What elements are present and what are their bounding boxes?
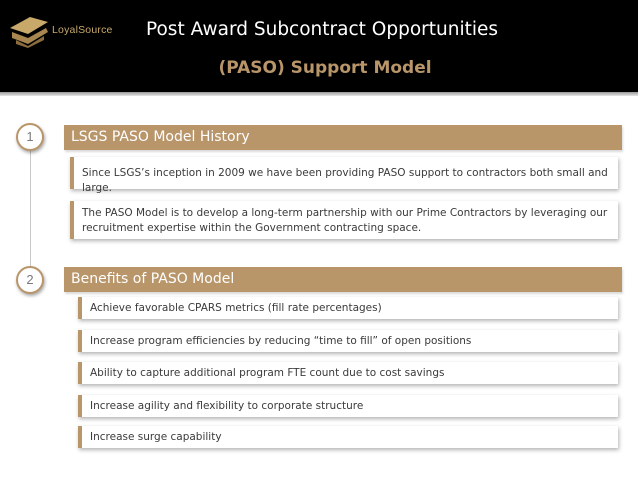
section-heading-benefits: Benefits of PASO Model: [64, 267, 622, 292]
timeline-connector: [30, 150, 31, 268]
benefit-item: Increase program efficiencies by reducing “time to fill” of open positions: [78, 330, 618, 352]
page-subtitle: (PASO) Support Model: [218, 58, 432, 78]
logo-text: LoyalSource: [52, 24, 113, 36]
section-heading-history: LSGS PASO Model History: [64, 125, 622, 150]
page-title: Post Award Subcontract Opportunities: [145, 19, 499, 40]
history-item: The PASO Model is to develop a long-term partnership with our Prime Contractors by leveraging our recruitment expertise within the Government contracting space.: [70, 201, 618, 239]
header-divider: [0, 92, 638, 96]
benefit-item: Ability to capture additional program FTE count due to cost savings: [78, 362, 618, 384]
benefit-item: Increase surge capability: [78, 426, 618, 448]
benefit-item: Increase agility and flexibility to corporate structure: [78, 395, 618, 417]
header-band: [0, 0, 638, 92]
section-number-badge: 2: [16, 266, 44, 294]
section-number-badge: 1: [16, 123, 44, 151]
history-item: Since LSGS’s inception in 2009 we have been providing PASO support to contractors both small and large.: [70, 157, 618, 189]
benefit-item: Achieve favorable CPARS metrics (fill rate percentages): [78, 297, 618, 319]
